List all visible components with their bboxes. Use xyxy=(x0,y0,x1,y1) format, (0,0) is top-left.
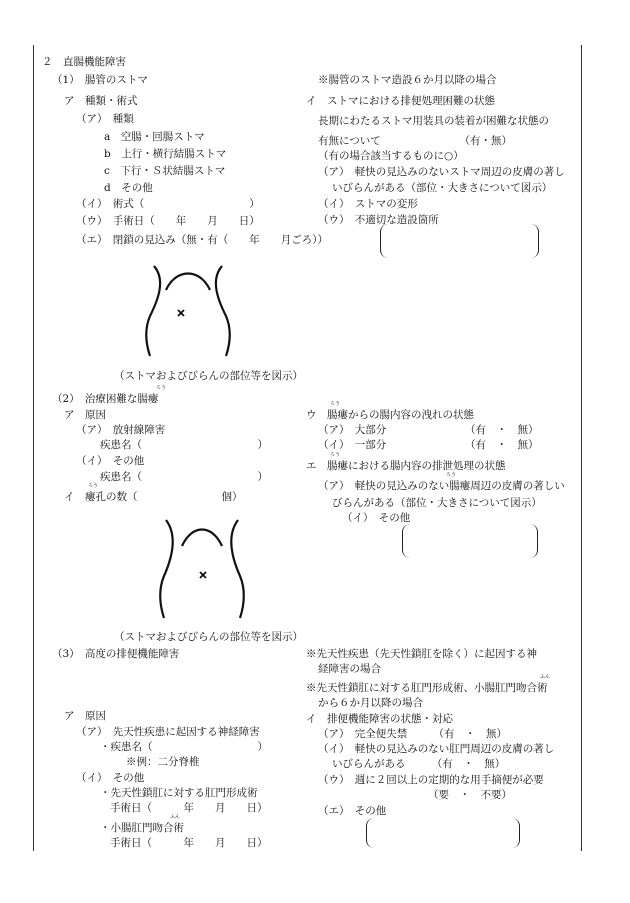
abdomen-diagram-1 xyxy=(140,262,240,358)
s3-r-note1a: ※先天性疾患（先天性鎖肛を除く）に起因する神 xyxy=(306,648,537,660)
s1-r-long2: 有無について （有・無） xyxy=(318,135,513,147)
s2-r-u-a: （ア） 大部分 （有 ・ 無） xyxy=(318,424,539,436)
s1-a-heading: ア 種類・術式 xyxy=(64,95,138,107)
s2-a2-disease: 疾患名（ ） xyxy=(100,471,268,483)
s2-r-e-a2: びらんがある（部位・大きさについて図示） xyxy=(332,497,542,509)
s3-a1-example: ※例：二分脊椎 xyxy=(126,756,200,768)
s3-r-b2: いびらんがある （有 ・ 無） xyxy=(332,758,506,770)
s3-r-b1: （イ） 軽快の見込みのない肛門周辺の皮膚の著し xyxy=(318,743,555,755)
s3-r-bracket-box xyxy=(366,818,520,848)
s3-a2-b2-ruby: ふん xyxy=(170,814,181,820)
s2-caption: （ストマおよびびらんの部位等を図示） xyxy=(114,631,303,643)
type-d: d その他 xyxy=(104,182,153,194)
s3-a-heading: ア 原因 xyxy=(64,710,106,722)
s2-r-u-ruby: ろう xyxy=(330,401,341,407)
s2-heading-ruby: ろう xyxy=(156,385,167,391)
s2-a-heading: ア 原因 xyxy=(64,409,106,421)
s1-a4: （エ） 閉鎖の見込み（無・有（ 年 月ごろ）） xyxy=(76,234,328,246)
s1-r-c: （ウ） 不適切な造設箇所 xyxy=(318,214,439,226)
s2-a1: （ア） 放射線障害 xyxy=(76,424,166,436)
s1-caption: （ストマおよびびらんの部位等を図示） xyxy=(114,370,303,382)
s1-a2: （イ） 術式（ ） xyxy=(76,198,260,210)
s2-r-e-a1-ruby: ろう xyxy=(446,472,457,478)
s3-r-note2a-ruby: ふん xyxy=(540,674,551,680)
s3-a2-b2: ・小腸肛門吻合術 xyxy=(100,822,184,834)
s1-r-b: （イ） ストマの変形 xyxy=(318,198,418,210)
s1-r-a1: （ア） 軽快の見込みのないストマ周辺の皮膚の著し xyxy=(318,166,565,178)
s3-r-i: イ 排便機能障害の状態・対応 xyxy=(306,713,453,725)
s2-r-u: ウ 腸瘻からの腸内容の洩れの状態 xyxy=(306,409,474,421)
s2-a1-disease: 疾患名（ ） xyxy=(100,439,268,451)
s3-r-c1: （ウ） 週に２回以上の定期的な用手摘便が必要 xyxy=(318,774,544,786)
s1-r-long3: （有の場合該当するものに○） xyxy=(318,150,464,162)
left-border xyxy=(33,45,34,851)
s1-a3: （ウ） 手術日（ 年 月 日） xyxy=(76,215,260,227)
s1-r-bracket-box xyxy=(380,224,539,258)
s2-r-e-b: （イ） その他 xyxy=(342,512,411,524)
s3-a2-date2: 手術日（ 年 月 日） xyxy=(110,837,268,849)
s2-r-e: エ 腸瘻における腸内容の排泄処理の状態 xyxy=(306,460,506,472)
s3-r-note2b: から６か月以降の場合 xyxy=(318,697,423,709)
s3-a2: （イ） その他 xyxy=(76,772,145,784)
type-b: b 上行・横行結腸ストマ xyxy=(104,148,227,160)
s2-r-e-ruby: ろう xyxy=(330,452,341,458)
s1-r-i: イ ストマにおける排便処理困難の状態 xyxy=(306,95,495,107)
type-a: a 空腸・回腸ストマ xyxy=(104,131,205,143)
s3-r-note1b: 経障害の場合 xyxy=(318,663,381,675)
s3-a2-date1: 手術日（ 年 月 日） xyxy=(110,802,268,814)
abdomen-diagram-2 xyxy=(154,516,254,620)
s2-r-u-b: （イ） 一部分 （有 ・ 無） xyxy=(318,439,539,451)
s2-heading: （2） 治療困難な腸瘻 xyxy=(52,393,159,405)
s2-r-bracket-box xyxy=(402,524,538,558)
s2-i: イ 瘻孔の数（ 個） xyxy=(64,491,243,503)
s1-r-long1: 長期にわたるストマ用装具の装着が困難な状態の xyxy=(318,115,549,127)
s3-r-d: （エ） その他 xyxy=(318,805,387,817)
s1-r-a2: いびらんがある（部位・大きさについて図示） xyxy=(332,182,553,194)
right-border xyxy=(581,45,582,851)
section-title: ２ 直腸機能障害 xyxy=(42,56,126,68)
s3-r-a: （ア） 完全便失禁 （有 ・ 無） xyxy=(318,728,507,740)
s1-heading: （1） 腸管のストマ xyxy=(52,74,148,86)
s3-a2-b1: ・先天性鎖肛に対する肛門形成術 xyxy=(100,787,258,799)
s2-a2: （イ） その他 xyxy=(76,455,145,467)
s2-r-e-a1: （ア） 軽快の見込みのない腸瘻周辺の皮膚の著しい xyxy=(318,480,565,492)
s1-a1: （ア） 種類 xyxy=(76,113,134,125)
s3-a1: （ア） 先天性疾患に起因する神経障害 xyxy=(76,726,260,738)
s3-r-c2: （要 ・ 不要） xyxy=(428,789,512,801)
s3-heading: （3） 高度の排便機能障害 xyxy=(52,648,180,660)
type-c: c 下行・Ｓ状結腸ストマ xyxy=(104,165,226,177)
s3-r-note2a: ※先天性鎖肛に対する肛門形成術、小腸肛門吻合術 xyxy=(306,682,548,694)
s2-i-ruby: ろう xyxy=(88,483,99,489)
s1-r-note: ※腸管のストマ造設６か月以降の場合 xyxy=(318,74,497,86)
s3-a1-disease: ・疾患名（ ） xyxy=(100,741,268,753)
